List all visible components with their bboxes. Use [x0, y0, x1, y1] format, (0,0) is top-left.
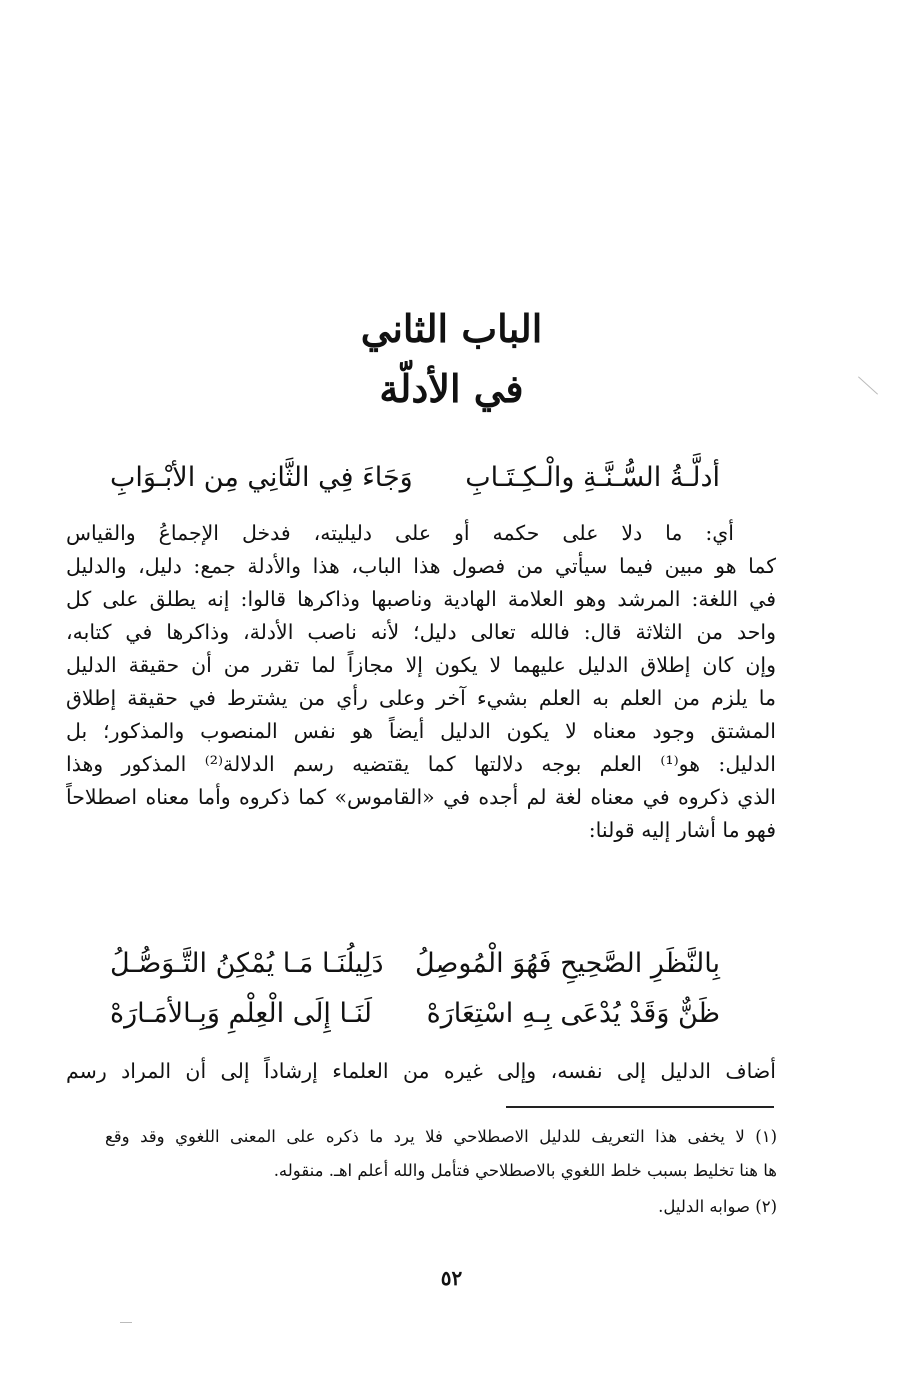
paragraph-line: فهو ما أشار إليه قولنا:	[588, 818, 776, 842]
footnote-line: ها هنا تخليط بسبب خلط اللغوي بالاصطلاحي فتأمل والله أعلم اهـ. منقوله.	[273, 1161, 777, 1180]
paragraph-line: واحد من الثلاثة قال: فالله تعالى دليل؛ لأنه ناصب الأدلة، وذاكرها في كتابه،	[66, 620, 776, 644]
paragraph-line: الذي ذكروه في معناه لغة لم أجده في «القاموس» كما ذكروه وأما معناه اصطلاحاً	[66, 785, 776, 809]
verse-line	[110, 458, 720, 498]
footnote-separator	[506, 1106, 774, 1108]
chapter-subtitle: في الأدلّة	[379, 366, 524, 411]
paragraph-line: وإن كان إطلاق الدليل عليهما لا يكون إلا مجازاً لما تقرر من أن حقيقة الدليل	[66, 653, 776, 677]
verse-hemistich-first: لَنَـا إِلَى الْعِلْمِ وَبِـالأمَـارَهْ	[110, 998, 373, 1029]
paragraph-line: كما هو مبين فيما سيأتي من فصول هذا الباب، هذا والأدلة جمع: دليل، والدليل	[66, 554, 776, 578]
footnote-line: (٢) صوابه الدليل.	[658, 1197, 777, 1216]
page-number: ٥٢	[440, 1266, 463, 1290]
verse-hemistich-first: دَلِيلُنَـا مَـا يُمْكِنُ التَّـوَصُّـلُ	[110, 948, 384, 979]
verse-line	[110, 994, 720, 1034]
paragraph-line: أي: ما دلا على حكمه أو على دليليته، فدخل الإجماعُ والقياس	[66, 521, 734, 545]
verse-hemistich-second: بِالنَّظَرِ الصَّحِيحِ فَهُوَ الْمُوصِلُ	[414, 948, 720, 979]
chapter-title: الباب الثاني	[360, 306, 543, 351]
footnote-line: (١) لا يخفى هذا التعريف للدليل الاصطلاحي فلا يرد ما ذكره على المعنى اللغوي وقد وقع	[105, 1127, 777, 1146]
paragraph-line: الدليل: هو⁽¹⁾ العلم بوجه دلالتها كما يقتضيه رسم الدلالة⁽²⁾ المذكور وهذا	[66, 752, 776, 776]
verse-hemistich-first: وَجَاءَ فِي الثَّانِي مِن الأبْـوَابِ	[110, 462, 413, 493]
verse-hemistich-second: أدلَّـةُ السُّـنَّـةِ والْـكِـتَـابِ	[465, 462, 720, 493]
paragraph-line: ما يلزم من العلم به العلم بشيء آخر وعلى رأي من يشترط في حقيقة إطلاق	[66, 686, 776, 710]
paragraph-line: المشتق وجود معناه لا يكون الدليل أيضاً هو نفس المنصوب والمذكور؛ بل	[66, 719, 776, 743]
verse-line	[110, 944, 720, 984]
paragraph-line: في اللغة: المرشد وهو العلامة الهادية وناصبها وذاكرها قالوا: إنه يطلق على كل	[66, 587, 776, 611]
verse-hemistich-second: ظَنٌّ وَقَدْ يُدْعَى بِـهِ اسْتِعَارَهْ	[426, 998, 720, 1029]
paragraph-line: أضاف الدليل إلى نفسه، وإلى غيره من العلماء إرشاداً إلى أن المراد رسم	[66, 1059, 776, 1083]
scan-mark	[120, 1322, 132, 1323]
